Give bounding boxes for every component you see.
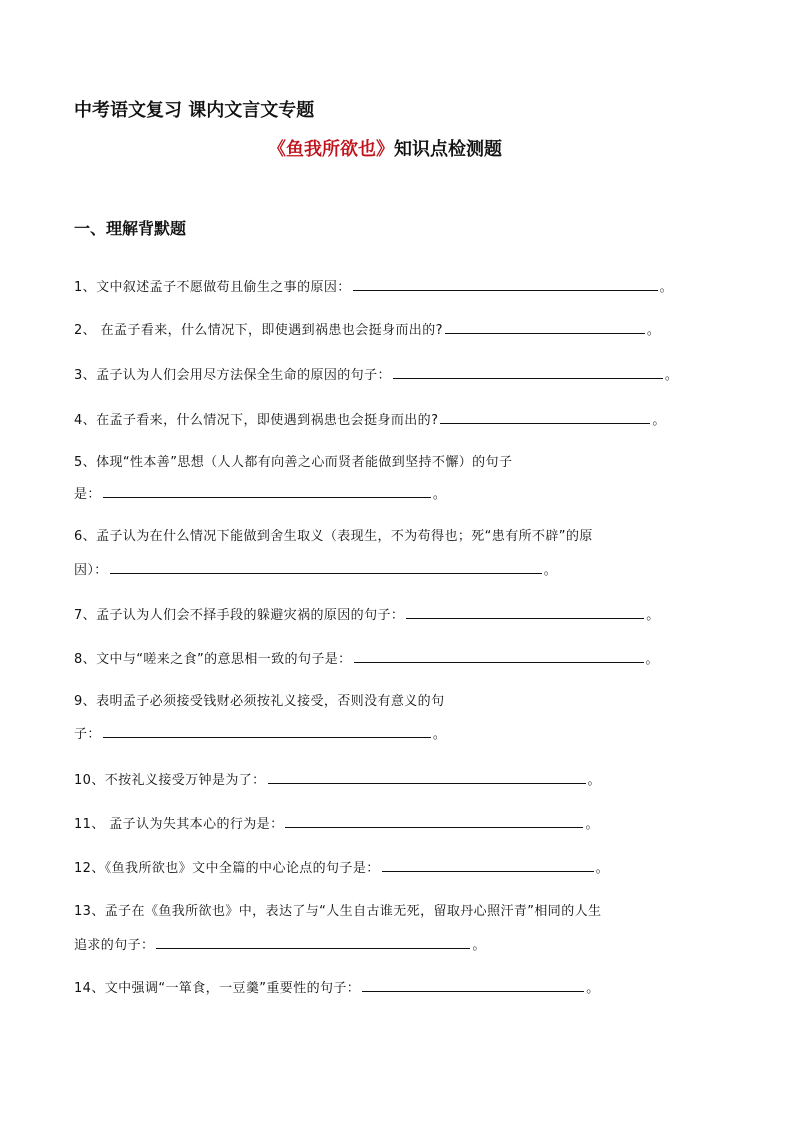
question-5-line-2: 是： 。 bbox=[74, 483, 446, 505]
question-text: 4、在孟子看来，什么情况下，即使遇到祸患也会挺身而出的? bbox=[74, 413, 439, 428]
answer-blank[interactable] bbox=[362, 977, 584, 992]
question-13 bbox=[74, 902, 601, 922]
question-text: 9、表明孟子必须接受钱财必须按礼义接受，否则没有意义的句 bbox=[74, 694, 445, 709]
question-text: 5、体现“性本善”思想（人人都有向善之心而贤者能做到坚持不懈）的句子 bbox=[74, 455, 513, 470]
question-text: 7、孟子认为人们会不择手段的躲避灾祸的原因的句子： bbox=[74, 608, 405, 623]
question-2: 2、 在孟子看来，什么情况下，即使遇到祸患也会挺身而出的? 。 bbox=[74, 319, 660, 341]
subtitle-text-title: 《鱼我所欲也》 bbox=[268, 139, 394, 160]
question-text: 12、《鱼我所欲也》文中全篇的中心论点的句子是： bbox=[74, 861, 380, 876]
question-8: 8、文中与“嗟来之食”的意思相一致的句子是： 。 bbox=[74, 648, 659, 670]
answer-blank[interactable] bbox=[382, 857, 594, 872]
answer-blank[interactable] bbox=[393, 364, 663, 379]
question-text: 3、孟子认为人们会用尽方法保全生命的原因的句子： bbox=[74, 368, 391, 383]
answer-blank[interactable] bbox=[156, 934, 470, 949]
question-14: 14、文中强调“一箪食，一豆羹”重要性的句子： 。 bbox=[74, 977, 600, 999]
answer-blank[interactable] bbox=[285, 813, 583, 828]
question-text: 11、 孟子认为失其本心的行为是： bbox=[74, 817, 284, 832]
question-3: 3、孟子认为人们会用尽方法保全生命的原因的句子： 。 bbox=[74, 364, 678, 386]
question-text: 1、文中叙述孟子不愿做苟且偷生之事的原因： bbox=[74, 280, 351, 295]
question-4: 4、在孟子看来，什么情况下，即使遇到祸患也会挺身而出的? 。 bbox=[74, 409, 666, 431]
question-9 bbox=[74, 692, 444, 712]
question-10: 10、不按礼义接受万钟是为了： 。 bbox=[74, 769, 601, 791]
page-subtitle bbox=[268, 135, 502, 161]
answer-blank[interactable] bbox=[445, 319, 645, 334]
answer-blank[interactable] bbox=[406, 604, 644, 619]
question-9-line-2: 子： 。 bbox=[74, 723, 446, 745]
question-7: 7、孟子认为人们会不择手段的躲避灾祸的原因的句子： 。 bbox=[74, 604, 660, 626]
question-1: 1、文中叙述孟子不愿做苟且偷生之事的原因： 。 bbox=[74, 276, 673, 298]
answer-blank[interactable] bbox=[103, 483, 431, 498]
answer-blank[interactable] bbox=[353, 276, 658, 291]
section-heading: 一、理解背默题 bbox=[74, 219, 187, 238]
question-text: 6、孟子认为在什么情况下能做到舍生取义（表现生，不为苟得也；死“患有所不辟”的原 bbox=[74, 529, 593, 544]
question-6 bbox=[74, 527, 593, 547]
answer-blank[interactable] bbox=[110, 559, 542, 574]
question-12: 12、《鱼我所欲也》文中全篇的中心论点的句子是： 。 bbox=[74, 857, 609, 879]
answer-blank[interactable] bbox=[354, 648, 644, 663]
question-text: 10、不按礼义接受万钟是为了： bbox=[74, 773, 266, 788]
question-11: 11、 孟子认为失其本心的行为是： 。 bbox=[74, 813, 599, 835]
question-text: 2、 在孟子看来，什么情况下，即使遇到祸患也会挺身而出的? bbox=[74, 323, 443, 338]
question-13-line-2: 追求的句子： 。 bbox=[74, 934, 486, 956]
answer-blank[interactable] bbox=[268, 769, 586, 784]
question-text: 8、文中与“嗟来之食”的意思相一致的句子是： bbox=[74, 652, 352, 667]
page-title: 中考语文复习 课内文言文专题 bbox=[74, 100, 315, 121]
question-text: 13、孟子在《鱼我所欲也》中，表达了与“人生自古谁无死，留取丹心照汗青”相同的人生 bbox=[74, 904, 602, 919]
answer-blank[interactable] bbox=[440, 409, 650, 424]
question-5 bbox=[74, 453, 512, 473]
answer-blank[interactable] bbox=[103, 723, 431, 738]
question-6-line-2: 因）： 。 bbox=[74, 559, 557, 581]
subtitle-text-suffix: 知识点检测题 bbox=[394, 139, 502, 160]
question-text: 14、文中强调“一箪食，一豆羹”重要性的句子： bbox=[74, 981, 361, 996]
